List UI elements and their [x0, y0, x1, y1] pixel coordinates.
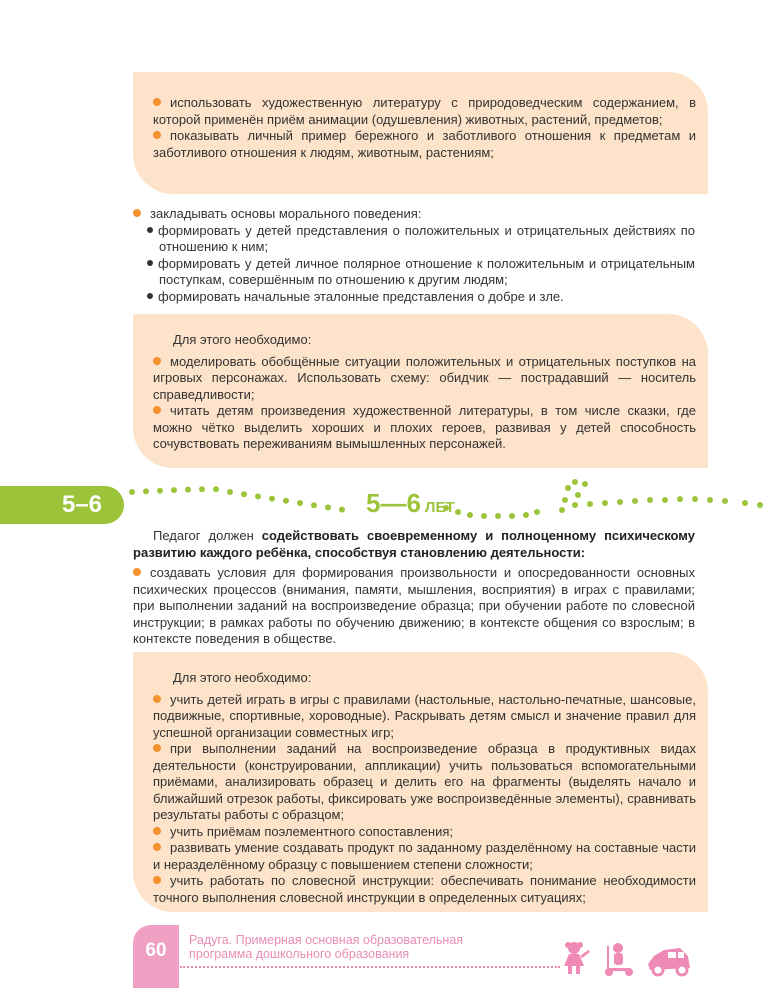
bullet-icon — [153, 357, 161, 365]
dot — [129, 489, 135, 495]
box3-content — [153, 670, 696, 906]
dot — [311, 502, 317, 508]
list-item: учить детей играть в игры с правилами (настольные, настольно-печатные, шансовые, подвижные, спортивные, хороводные). Раскрывать детям смысл и значение правил для успешной организации совместных игр; — [153, 691, 696, 740]
list-item: моделировать обобщённые ситуации положительных и отрицательных поступков на игровых персонажах. Использовать схему: обидчик — пострадавший — носитель справедливости; — [153, 353, 696, 402]
dot — [199, 486, 205, 492]
footer-icons — [560, 940, 700, 980]
dot — [455, 509, 461, 515]
age-intro — [133, 528, 695, 648]
dot — [467, 512, 473, 518]
dot — [227, 489, 233, 495]
dot — [587, 501, 593, 507]
dot — [562, 497, 568, 503]
dot — [241, 491, 247, 497]
footer-title: Радуга. Примерная основная образовательная программа дошкольного образования — [189, 933, 464, 961]
dot — [707, 497, 713, 503]
dot — [677, 496, 683, 502]
dot — [632, 498, 638, 504]
dot — [325, 504, 331, 510]
dot — [185, 487, 191, 493]
dot — [339, 507, 345, 513]
bullet-icon — [153, 827, 161, 835]
dot — [157, 488, 163, 494]
dot — [582, 481, 588, 487]
sub-list-item: формировать у детей представления о положительных и отрицательных действиях по отношению к ним; — [147, 223, 695, 256]
dot — [602, 500, 608, 506]
girl-icon — [564, 942, 590, 974]
dot — [297, 500, 303, 506]
box-title: Для этого необходимо: — [173, 332, 312, 347]
dot — [213, 486, 219, 492]
bullet-icon — [153, 695, 161, 703]
dot — [617, 499, 623, 505]
dot — [481, 513, 487, 519]
scooter-child-icon — [605, 943, 633, 976]
dot — [722, 498, 728, 504]
page-number: 60 — [133, 925, 179, 988]
dot — [255, 493, 261, 499]
bullet-icon — [153, 131, 161, 139]
sub-bullet-icon — [147, 227, 153, 233]
dot — [495, 513, 501, 519]
bullet-icon — [153, 98, 161, 106]
bullet-icon — [133, 209, 141, 217]
box-title: Для этого необходимо: — [173, 670, 312, 685]
list-item: использовать художественную литературу с природоведческим содержанием, в которой применён приём анимации (одушевления) животных, растений, предметов; — [153, 95, 696, 127]
dot — [509, 513, 515, 519]
dot — [283, 498, 289, 504]
sub-list-item: формировать у детей личное полярное отношение к положительным и отрицательным поступкам, совершённым по отношению к другим людям; — [147, 256, 695, 289]
sub-bullet-icon — [147, 293, 153, 299]
box2-content — [153, 332, 696, 453]
bullet-icon — [153, 406, 161, 414]
list-item: учить приёмам поэлементного сопоставления; — [153, 824, 696, 841]
box1-content — [153, 95, 696, 161]
list-item: читать детям произведения художественной литературы, в том числе сказки, где можно чётко выделить хороших и плохих героев, развивая у детей способность сочувствовать переживаниям вымышленных персонажей. — [153, 403, 696, 451]
age-tab: 5–6 — [0, 486, 124, 524]
dot — [757, 502, 763, 508]
moral-section — [133, 206, 695, 305]
age-heading: 5—6 ЛЕТ — [366, 488, 455, 518]
car-icon — [648, 948, 690, 975]
dot — [662, 497, 668, 503]
dot — [572, 479, 578, 485]
bullet-icon — [153, 843, 161, 851]
list-item: при выполнении заданий на воспроизведение образца в продуктивных видах деятельности (конструировании, аппликации) учить пользоваться вспомогательными приёмами, анализировать образец и делить его на фрагменты (выделять начало и ближайший отрезок работы, фиксировать уже воспроизведённые элементы), сравнивать результаты работы с образцом; — [153, 741, 696, 822]
bullet-icon — [153, 876, 161, 884]
dot — [534, 509, 540, 515]
list-item: закладывать основы морального поведения: — [133, 206, 695, 223]
list-item: учить работать по словесной инструкции: обеспечивать понимание необходимости точного выполнения словесной инструкции в определенных ситуациях; — [153, 873, 696, 905]
dot — [742, 500, 748, 506]
sub-list-item: формировать начальные эталонные представления о добре и зле. — [147, 289, 695, 306]
dot — [559, 507, 565, 513]
bullet-icon — [153, 744, 161, 752]
dot — [171, 487, 177, 493]
list-item: развивать умение создавать продукт по заданному разделённому на составные части и неразделённому образцу с повышением степени сложности; — [153, 840, 696, 872]
dot — [523, 512, 529, 518]
dot — [565, 485, 571, 491]
dot — [575, 492, 581, 498]
dot — [143, 488, 149, 494]
dot — [692, 496, 698, 502]
intro-paragraph: Педагог должен содействовать своевременному и полноценному психическому развитию каждого ребёнка, способствуя становлению деятельности: — [133, 528, 695, 560]
list-item: показывать личный пример бережного и заботливого отношения к предметам и заботливого отношения к людям, животным, растениям; — [153, 128, 696, 160]
bullet-icon — [133, 568, 141, 576]
dot — [647, 497, 653, 503]
dot — [269, 496, 275, 502]
list-item: создавать условия для формирования произвольности и опосредованности основных психических процессов (внимания, памяти, мышления, восприятия) в играх с правилами; при выполнении заданий на воспроизведение образца; при обучении работе по словесной инструкции; в рамках работы по обучению движению; в контексте общения со взрослым; в контексте поведения в обществе. — [133, 565, 695, 646]
sub-bullet-icon — [147, 260, 153, 266]
footer-divider — [180, 966, 560, 968]
dot — [572, 502, 578, 508]
